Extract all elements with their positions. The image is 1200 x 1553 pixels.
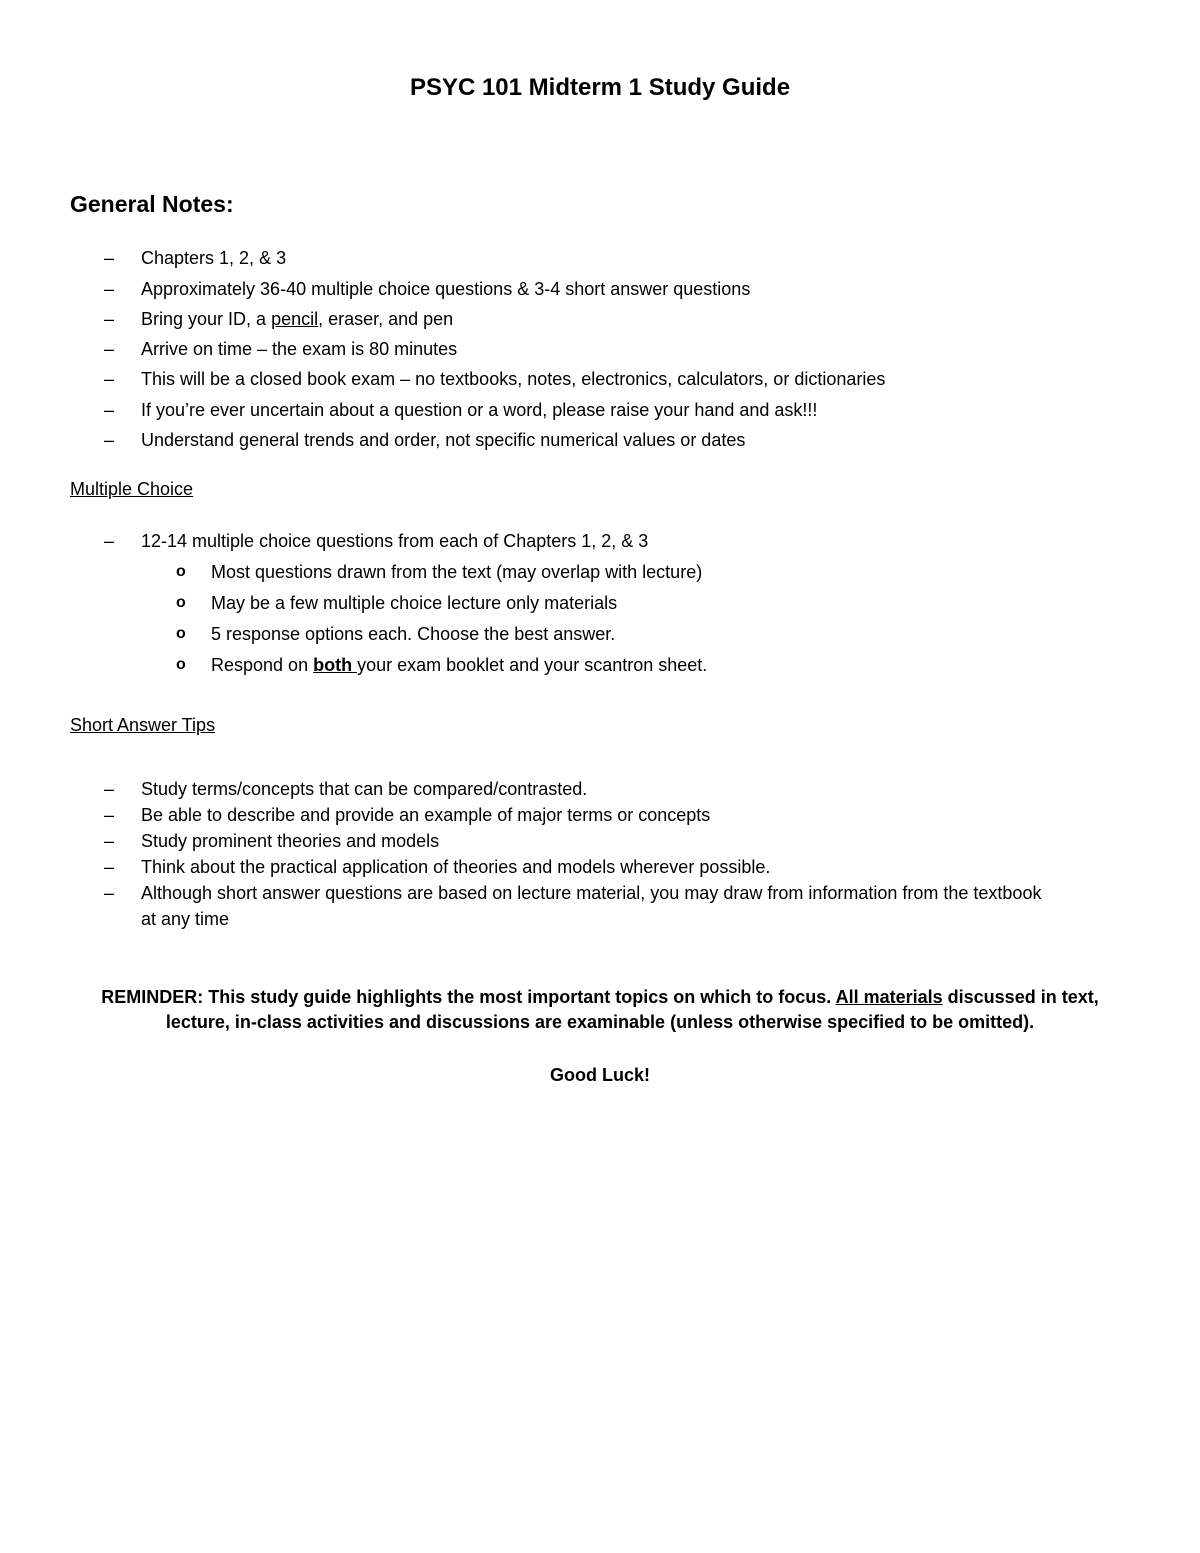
list-item bbox=[104, 245, 1104, 276]
list-item-text: Think about the practical application of theories and models wherever possible. bbox=[141, 857, 771, 877]
circle-bullet-icon: o bbox=[176, 594, 186, 611]
list-item bbox=[104, 276, 1104, 306]
list-item bbox=[104, 366, 1104, 397]
multiple-choice-heading: Multiple Choice bbox=[70, 479, 194, 499]
list-item bbox=[104, 828, 1104, 854]
list-item-text-before: Bring your ID, a bbox=[141, 309, 272, 329]
dash-bullet: – bbox=[104, 430, 115, 450]
sub-list-item-text: May be a few multiple choice lecture only materials bbox=[211, 593, 618, 613]
list-item-text: Study terms/concepts that can be compared/contrasted. bbox=[141, 779, 588, 799]
dash-bullet: – bbox=[104, 779, 115, 799]
sub-list-item-text-after: your exam booklet and your scantron sheet. bbox=[357, 655, 708, 675]
circle-bullet-icon: o bbox=[176, 625, 186, 642]
sub-list-item bbox=[176, 621, 707, 652]
short-answer-heading: Short Answer Tips bbox=[70, 715, 216, 735]
sub-list-item-text-before: Respond on bbox=[211, 655, 314, 675]
dash-bullet: – bbox=[104, 248, 115, 268]
page-title: PSYC 101 Midterm 1 Study Guide bbox=[409, 74, 791, 101]
list-item-text: Chapters 1, 2, & 3 bbox=[141, 248, 287, 268]
dash-bullet: – bbox=[104, 531, 115, 551]
circle-bullet-icon: o bbox=[176, 563, 186, 580]
closing-text: Good Luck! bbox=[550, 1065, 650, 1085]
list-item-text: If you’re ever uncertain about a question or a word, please raise your hand and ask!!! bbox=[141, 400, 818, 420]
list-item-text: Approximately 36-40 multiple choice questions & 3-4 short answer questions bbox=[141, 279, 751, 299]
list-item-text: Be able to describe and provide an example of major terms or concepts bbox=[141, 805, 711, 825]
list-item bbox=[104, 528, 1104, 554]
short-answer-list bbox=[104, 776, 1104, 932]
list-item bbox=[104, 802, 1104, 828]
list-item bbox=[104, 336, 1104, 366]
list-item-text: Arrive on time – the exam is 80 minutes bbox=[141, 339, 458, 359]
list-item bbox=[104, 397, 1104, 427]
dash-bullet: – bbox=[104, 400, 115, 420]
sub-list-item bbox=[176, 559, 707, 590]
dash-bullet: – bbox=[104, 831, 115, 851]
dash-bullet: – bbox=[104, 805, 115, 825]
sub-list-item-text: 5 response options each. Choose the best answer. bbox=[211, 624, 616, 644]
dash-bullet: – bbox=[104, 883, 115, 903]
multiple-choice-list bbox=[104, 528, 1104, 554]
list-item-text: Although short answer questions are based on lecture material, you may draw from information from the textbook at any time bbox=[141, 883, 1042, 929]
list-item bbox=[104, 427, 1104, 457]
dash-bullet: – bbox=[104, 339, 115, 359]
both-emphasis: both bbox=[313, 655, 358, 675]
multiple-choice-sub-list bbox=[176, 559, 707, 683]
dash-bullet: – bbox=[104, 279, 115, 299]
circle-bullet-icon: o bbox=[176, 656, 186, 673]
general-notes-list bbox=[104, 245, 1104, 457]
list-item bbox=[104, 854, 1104, 880]
reminder-text-part1: REMINDER: This study guide highlights the most important topics on which to focus. bbox=[101, 987, 836, 1007]
dash-bullet: – bbox=[104, 369, 115, 389]
list-item-text: Understand general trends and order, not specific numerical values or dates bbox=[141, 430, 746, 450]
sub-list-item-text: Most questions drawn from the text (may overlap with lecture) bbox=[211, 562, 703, 582]
list-item bbox=[104, 880, 1061, 932]
sub-list-item bbox=[176, 590, 707, 621]
list-item-text: This will be a closed book exam – no textbooks, notes, electronics, calculators, or dictionaries bbox=[141, 369, 886, 389]
list-item-text: 12-14 multiple choice questions from each of Chapters 1, 2, & 3 bbox=[141, 531, 649, 551]
sub-list-item bbox=[176, 652, 707, 683]
pencil-underlined: pencil bbox=[271, 309, 319, 329]
list-item bbox=[104, 776, 1104, 802]
dash-bullet: – bbox=[104, 309, 115, 329]
list-item-text-after: , eraser, and pen bbox=[318, 309, 454, 329]
reminder-text-part2: discussed in text, lecture, in-class activities and discussions are examinable (unless otherwise specified to be omitted). bbox=[165, 987, 1099, 1032]
reminder-paragraph bbox=[70, 985, 1130, 1035]
list-item-text: Study prominent theories and models bbox=[141, 831, 440, 851]
list-item bbox=[104, 306, 1104, 336]
dash-bullet: – bbox=[104, 857, 115, 877]
all-materials-underlined: All materials bbox=[835, 987, 943, 1007]
general-notes-heading: General Notes: bbox=[70, 191, 234, 217]
